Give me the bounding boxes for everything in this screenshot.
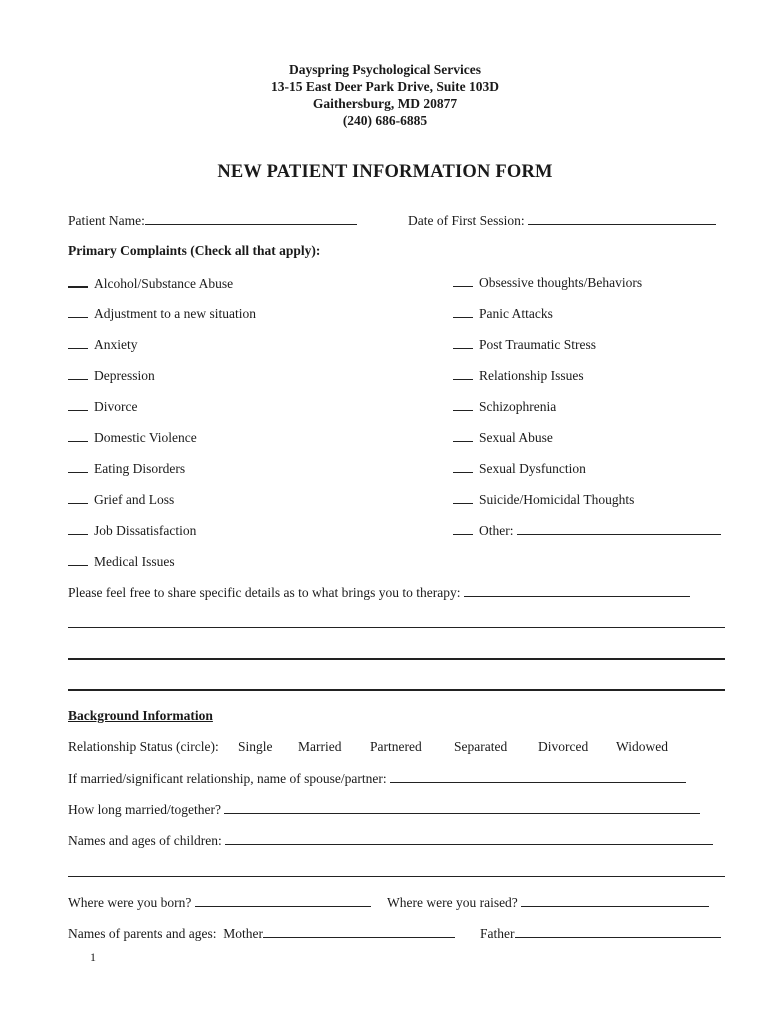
other-complaint-field[interactable] [517,521,721,535]
complaint-item [453,304,553,323]
raised-row [387,893,709,912]
patient-name-label: Patient Name: [68,213,145,228]
therapy-details-field[interactable] [464,583,690,597]
complaint-item [68,397,137,416]
born-row [68,893,371,912]
how-long-row [68,800,700,819]
raised-label: Where were you raised? [387,895,518,910]
complaint-checkbox[interactable] [453,304,473,318]
complaint-item [68,521,196,540]
complaint-checkbox[interactable] [68,428,88,442]
complaint-checkbox[interactable] [453,273,473,287]
patient-name-row [68,211,357,230]
complaint-label: Schizophrenia [479,399,557,414]
background-heading: Background Information [68,708,213,723]
complaint-item [68,552,175,571]
practice-city: Gaithersburg, MD 20877 [312,96,458,111]
complaint-item [68,273,233,293]
complaint-label: Suicide/Homicidal Thoughts [479,492,635,507]
first-session-label: Date of First Session: [408,213,525,228]
how-long-label: How long married/together? [68,802,221,817]
father-label: Father [480,926,515,941]
first-session-field[interactable] [528,211,716,225]
page-number: 1 [90,950,96,964]
complaint-checkbox[interactable] [68,273,88,288]
practice-phone: (240) 686-6885 [342,113,428,128]
complaint-checkbox[interactable] [453,335,473,349]
relationship-option-divorced[interactable]: Divorced [538,739,589,754]
complaint-label: Relationship Issues [479,368,584,383]
therapy-details-line[interactable] [68,658,725,660]
mother-field[interactable] [263,924,455,938]
complaint-label: Obsessive thoughts/Behaviors [479,275,643,290]
form-title: NEW PATIENT INFORMATION FORM [217,162,553,182]
patient-name-field[interactable] [145,211,357,225]
complaint-checkbox[interactable] [68,459,88,473]
born-field[interactable] [195,893,371,907]
spouse-row [68,769,686,788]
complaint-checkbox[interactable] [453,428,473,442]
practice-name: Dayspring Psychological Services [289,62,481,77]
relationship-label: Relationship Status (circle): [68,739,219,754]
children-field[interactable] [225,831,713,845]
complaint-item [68,428,197,447]
complaint-label: Depression [94,368,155,383]
mother-label: Mother [223,926,263,941]
relationship-option-married[interactable]: Married [298,739,342,754]
relationship-option-single[interactable]: Single [238,739,273,754]
complaint-item [68,490,174,509]
relationship-option-widowed[interactable]: Widowed [616,739,668,754]
complaint-label: Panic Attacks [479,306,553,321]
complaint-label: Medical Issues [94,554,175,569]
complaint-label: Grief and Loss [94,492,175,507]
complaint-item [453,366,584,385]
therapy-details-line[interactable] [68,689,725,691]
complaint-item [453,335,596,354]
complaint-checkbox[interactable] [68,397,88,411]
relationship-option-separated[interactable]: Separated [454,739,508,754]
relationship-option-partnered[interactable]: Partnered [370,739,422,754]
children-row [68,831,713,850]
complaints-heading: Primary Complaints (Check all that apply): [68,243,321,258]
complaint-checkbox[interactable] [68,366,88,380]
complaint-item-other [453,521,721,540]
complaint-checkbox[interactable] [453,459,473,473]
complaint-checkbox[interactable] [68,552,88,566]
complaint-item [453,459,586,478]
children-line[interactable] [68,876,725,877]
therapy-details-label: Please feel free to share specific details as to what brings you to therapy: [68,585,461,600]
complaint-checkbox[interactable] [453,490,473,504]
complaint-label: Eating Disorders [94,461,186,476]
complaint-label: Alcohol/Substance Abuse [94,276,234,291]
father-row [480,924,721,943]
therapy-details-row [68,583,690,602]
complaint-checkbox[interactable] [68,490,88,504]
complaint-checkbox[interactable] [68,335,88,349]
complaint-item [453,428,553,447]
raised-field[interactable] [521,893,709,907]
father-field[interactable] [515,924,721,938]
born-label: Where were you born? [68,895,192,910]
complaint-item [453,490,634,509]
complaint-item [68,459,185,478]
parents-row [68,924,455,943]
complaint-checkbox[interactable] [68,521,88,535]
complaint-label: Divorce [94,399,138,414]
complaint-label: Adjustment to a new situation [94,306,256,321]
complaint-item [453,397,556,416]
complaint-checkbox[interactable] [68,304,88,318]
complaint-label: Post Traumatic Stress [479,337,597,352]
how-long-field[interactable] [224,800,700,814]
complaint-item [68,304,256,323]
complaint-checkbox[interactable] [453,521,473,535]
parents-label: Names of parents and ages: [68,926,217,941]
therapy-details-line[interactable] [68,627,725,628]
complaint-label: Other: [479,523,514,538]
complaint-item [68,366,155,385]
practice-address: 13-15 East Deer Park Drive, Suite 103D [270,79,500,94]
complaint-checkbox[interactable] [453,366,473,380]
children-label: Names and ages of children: [68,833,222,848]
complaint-item [68,335,138,354]
complaint-label: Sexual Abuse [479,430,553,445]
first-session-row [408,211,716,230]
spouse-field[interactable] [390,769,686,783]
complaint-checkbox[interactable] [453,397,473,411]
complaint-label: Sexual Dysfunction [479,461,586,476]
complaint-label: Anxiety [94,337,138,352]
complaint-label: Domestic Violence [94,430,197,445]
complaint-item [453,273,642,292]
spouse-label: If married/significant relationship, name of spouse/partner: [68,771,387,786]
complaint-label: Job Dissatisfaction [94,523,197,538]
